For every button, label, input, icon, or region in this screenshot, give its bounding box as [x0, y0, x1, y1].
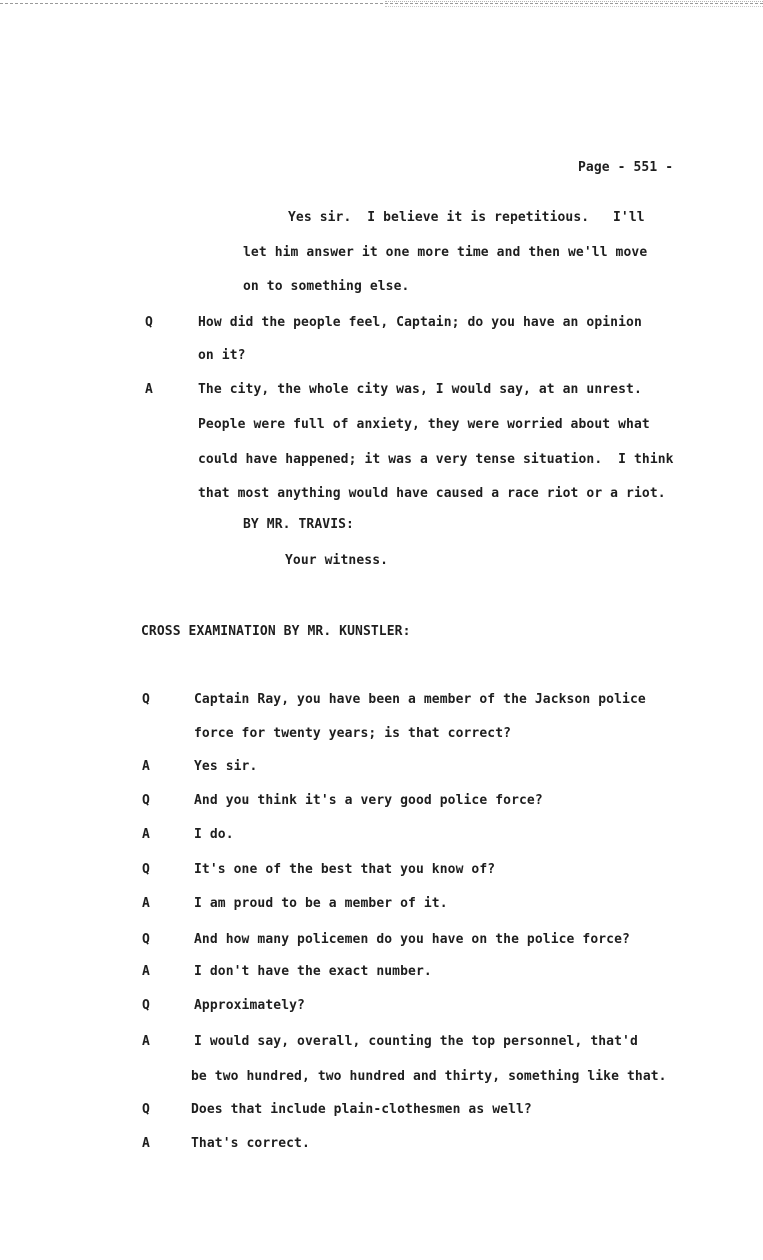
answer-label: A [142, 1034, 150, 1049]
question-label: Q [142, 862, 150, 877]
question-label: Q [142, 793, 150, 808]
question-line-1: How did the people feel, Captain; do you have an opinion [198, 315, 642, 330]
cross-line-10: Approximately? [194, 998, 305, 1013]
answer-label: A [142, 896, 150, 911]
cross-line-3: Yes sir. [194, 759, 258, 774]
question-label: Q [142, 998, 150, 1013]
cross-line-5: I do. [194, 827, 234, 842]
answer-label: A [145, 382, 153, 397]
cross-line-4: And you think it's a very good police force? [194, 793, 543, 808]
answer-label: A [142, 1136, 150, 1151]
cross-line-12: be two hundred, two hundred and thirty, something like that. [191, 1069, 667, 1084]
top-scan-artifact [385, 1, 763, 7]
cross-line-2: force for twenty years; is that correct? [194, 726, 512, 741]
continued-line-2: let him answer it one more time and then we'll move [243, 245, 648, 260]
continued-line-3: on to something else. [243, 279, 410, 294]
question-line-2: on it? [198, 348, 246, 363]
answer-line-1: The city, the whole city was, I would say, at an unrest. [198, 382, 642, 397]
answer-label: A [142, 759, 150, 774]
answer-line-2: People were full of anxiety, they were worried about what [198, 417, 650, 432]
question-label: Q [145, 315, 153, 330]
page-number: Page - 551 - [578, 160, 674, 175]
cross-line-14: That's correct. [191, 1136, 310, 1151]
question-label: Q [142, 1102, 150, 1117]
section-heading: CROSS EXAMINATION BY MR. KUNSTLER: [141, 624, 411, 639]
question-label: Q [142, 692, 150, 707]
attribution: BY MR. TRAVIS: [243, 517, 354, 532]
cross-line-6: It's one of the best that you know of? [194, 862, 496, 877]
answer-line-4: that most anything would have caused a race riot or a riot. [198, 486, 666, 501]
cross-line-1: Captain Ray, you have been a member of the Jackson police [194, 692, 646, 707]
continued-line-1: Yes sir. I believe it is repetitious. I'll [288, 210, 645, 225]
answer-label: A [142, 964, 150, 979]
cross-line-7: I am proud to be a member of it. [194, 896, 448, 911]
answer-label: A [142, 827, 150, 842]
cross-line-9: I don't have the exact number. [194, 964, 432, 979]
question-label: Q [142, 932, 150, 947]
cross-line-13: Does that include plain-clothesmen as well? [191, 1102, 532, 1117]
cross-line-8: And how many policemen do you have on the police force? [194, 932, 630, 947]
cross-line-11: I would say, overall, counting the top personnel, that'd [194, 1034, 638, 1049]
attribution-text: Your witness. [285, 553, 389, 568]
answer-line-3: could have happened; it was a very tense situation. I think [198, 452, 674, 467]
